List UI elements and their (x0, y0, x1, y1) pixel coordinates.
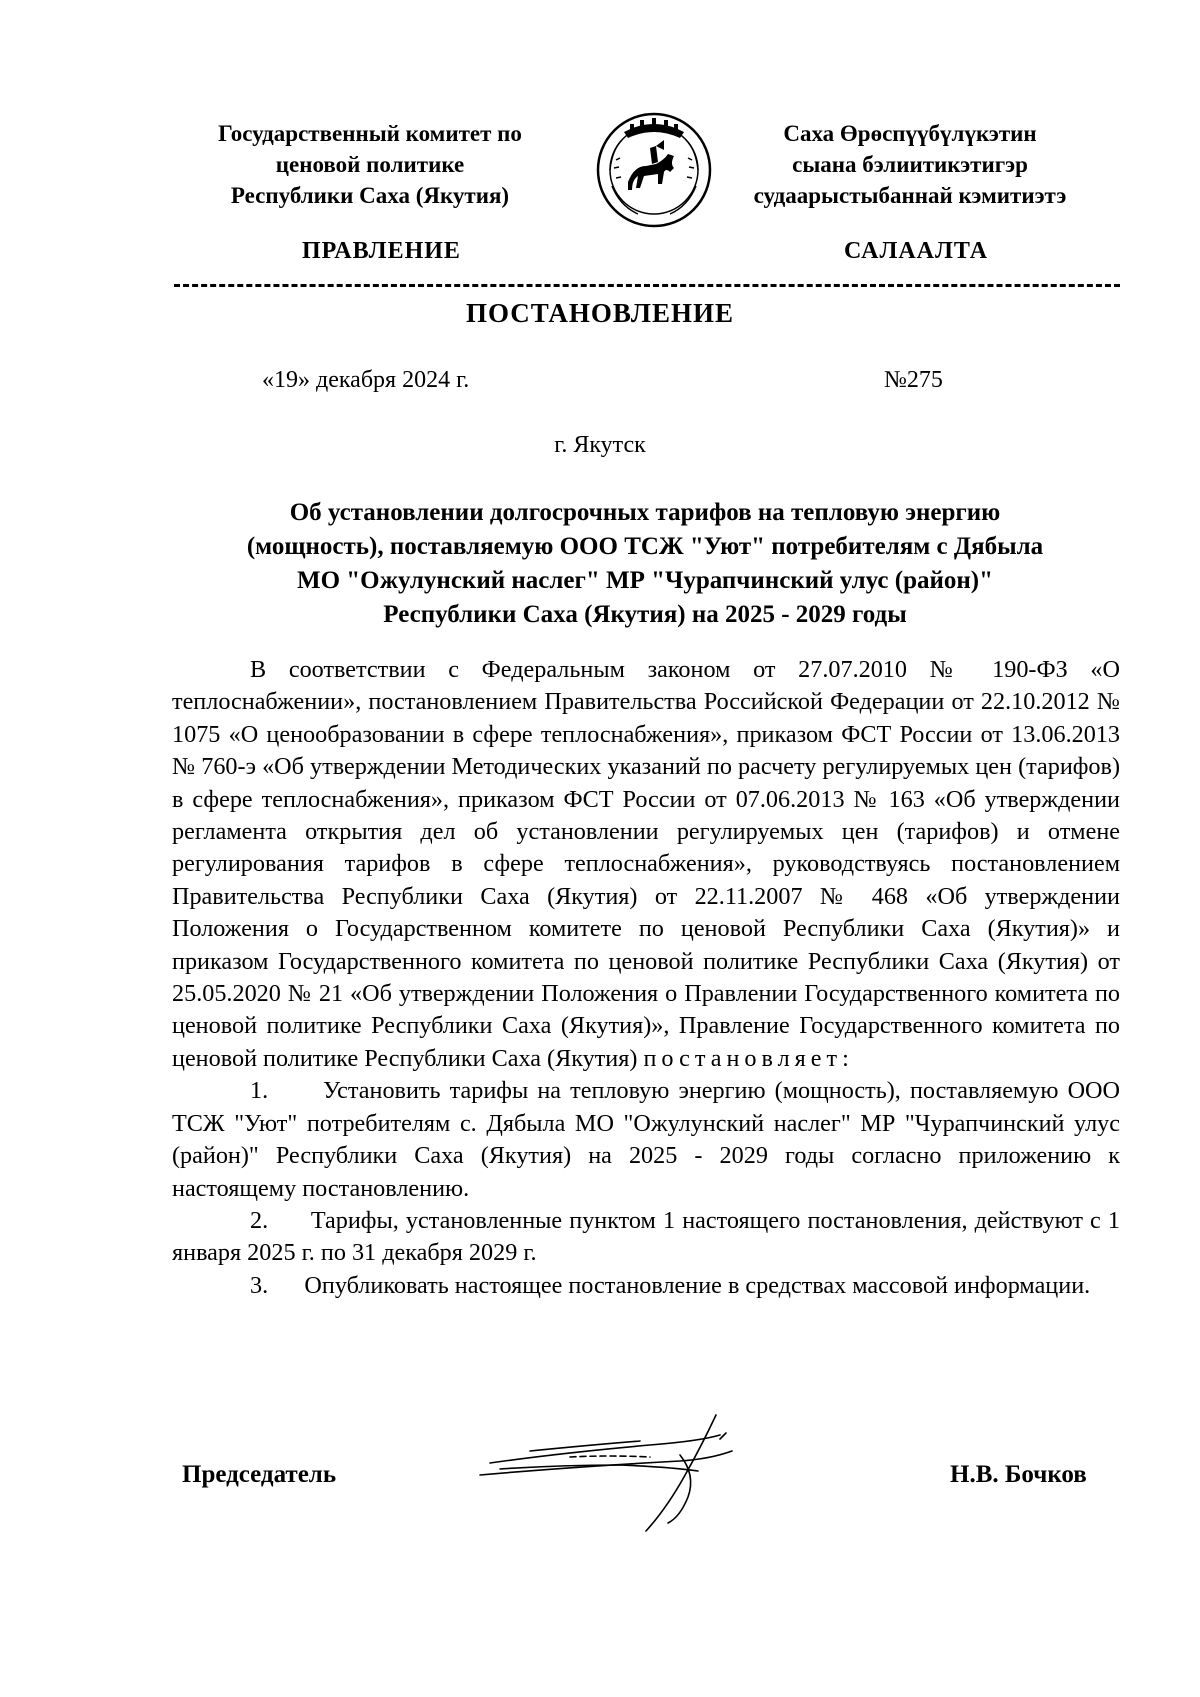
item-text: Опубликовать настоящее постановление в средствах массовой информации. (304, 1271, 1091, 1299)
resolves-word: постановляет: (643, 1044, 854, 1072)
document-number: №275 (884, 367, 943, 393)
header-left-line: Республики Саха (Якутия) (230, 183, 510, 208)
subject-line: (мощность), поставляемую ООО ТСЖ "Уют" потребителям с Дябыла (246, 533, 1044, 560)
document-city: г. Якутск (554, 432, 646, 458)
item-number: 1. (250, 1077, 269, 1105)
list-item (172, 1205, 1120, 1270)
header-right-line: сыана бэлиитикэтигэр (792, 152, 1028, 177)
document-title: ПОСТАНОВЛЕНИЕ (465, 298, 735, 328)
signatory-name: Н.В. Бочков (950, 1461, 1087, 1488)
republic-emblem-icon (594, 110, 714, 230)
subject-line: Об установлении долгосрочных тарифов на тепловую энергию (289, 499, 1001, 526)
preamble-paragraph (172, 654, 1120, 1075)
document-date: «19» декабря 2024 г. (262, 367, 470, 393)
signatory-position: Председатель (182, 1461, 337, 1488)
document-subject (170, 496, 1120, 632)
header-left-organization (170, 118, 570, 211)
header-divider (174, 284, 1120, 287)
subject-line: МО "Ожулунский наслег" МР "Чурапчинский улус (район)" (296, 567, 994, 594)
list-item (172, 1270, 1120, 1302)
header-right-organization (705, 118, 1115, 211)
item-number: 2. (250, 1206, 269, 1234)
item-text: Тарифы, установленные пунктом 1 настоящего постановления, действуют с 1 января 2025 г. по 31 декабря 2029 г. (172, 1206, 1120, 1267)
list-item (172, 1075, 1120, 1205)
header-left-line: Государственный комитет по (218, 121, 522, 146)
header-right-line: судаарыстыбаннай кэмитиэтэ (753, 183, 1067, 208)
handwritten-signature (470, 1405, 790, 1535)
board-label-ru: ПРАВЛЕНИЕ (302, 238, 461, 264)
document-body (172, 654, 1120, 1302)
header-left-line: ценовой политике (275, 152, 465, 177)
board-label-sakha: САЛААЛТА (844, 238, 989, 264)
item-number: 3. (250, 1271, 269, 1299)
item-text: Установить тарифы на тепловую энергию (мощность), поставляемую ООО ТСЖ "Уют" потребителям с. Дябыла МО "Ожулунский наслег" МР "Чурапчинский улус (район)" Республики Саха (Якутия) на 2025 - 2029 годы согласно приложению к настоящему постановлению. (172, 1077, 1120, 1202)
preamble-text: В соответствии с Федеральным законом от 27.07.2010 № 190-ФЗ «О теплоснабжении», постановлением Правительства Российской Федерации от 22.10.2012 № 1075 «О ценообразовании в сфере теплоснабжения», приказом ФСТ России от 13.06.2013 № 760-э «Об утверждении Методических указаний по расчету регулируемых цен (тарифов) в сфере теплоснабжения», приказом ФСТ России от 07.06.2013 № 163 «Об утверждении регламента открытия дел об установлении регулируемых цен (тарифов) и отмене регулирования тарифов в сфере теплоснабжения», руководствуясь постановлением Правительства Республики Саха (Якутия) от 22.11.2007 № 468 «Об утверждении Положения о Государственном комитете по ценовой Республики Саха (Якутия)» и приказом Государственного комитета по ценовой политике Республики Саха (Якутия) от 25.05.2020 № 21 «Об утверждении Положения о Правлении Государственного комитета по ценовой политике Республики Саха (Якутия)», Правление Государственного комитета по ценовой политике Республики Саха (Якутия) (172, 656, 1120, 1072)
subject-line: Республики Саха (Якутия) на 2025 - 2029 годы (383, 601, 907, 628)
header-right-line: Саха Өрөспүүбүлүкэтин (783, 121, 1037, 146)
